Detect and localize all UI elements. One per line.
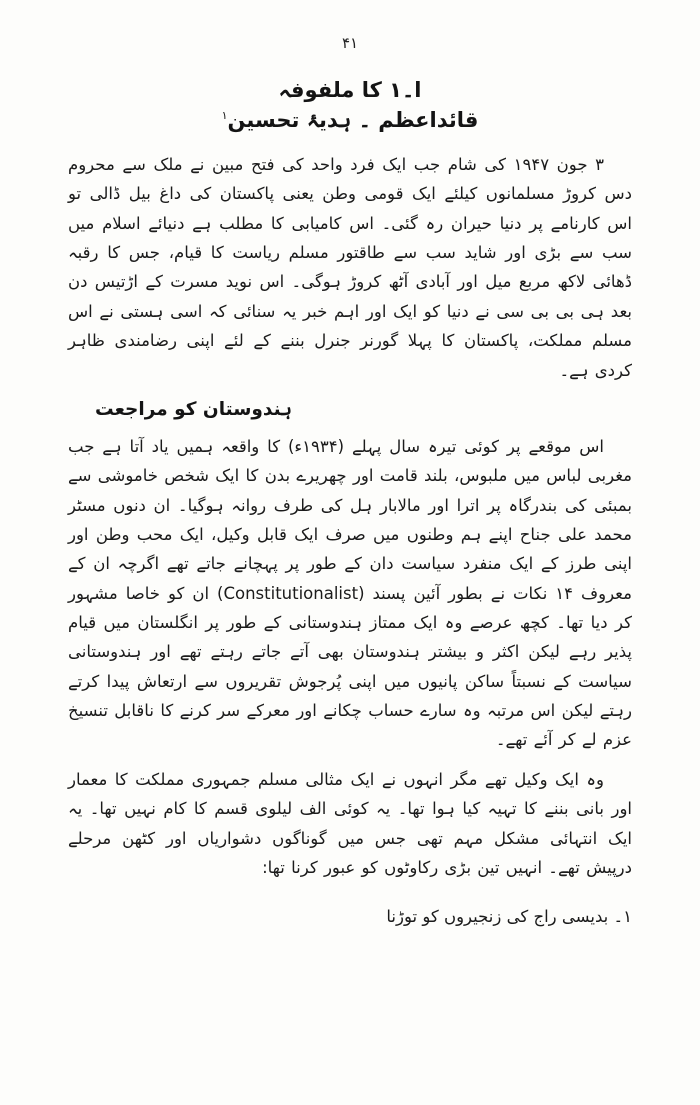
numbered-item-1: ۱۔ بدیسی راج کی زنجیروں کو توڑنا [386, 907, 632, 927]
document-title [68, 108, 632, 132]
paragraph-mission: وہ ایک وکیل تھے مگر انہوں نے ایک مثالی مسلم جمہوری مملکت کا معمار اور بانی بننے کا تہیہ کیا ہوا تھا۔ یہ کوئی الف لیلوی قسم کا کام نہیں تھا۔ یہ ایک انتہائی مشکل مہم تھی جس میں گوناگوں دشواریاں اور کٹھن مرحلے درپیش تھے۔ انہیں تین بڑی رکاوٹوں کو عبور کرنا تھا: [68, 769, 632, 877]
page-number: ۴۱ [341, 34, 359, 52]
chapter-heading: ا۔۱ کا ملفوفہ [278, 78, 422, 102]
section-heading-return-to-india: ہندوستان کو مراجعت [95, 398, 292, 420]
footnote-marker: ۱ [221, 109, 228, 122]
paragraph-jinnah-return: اس موقعے پر کوئی تیرہ سال پہلے (۱۹۳۴ء) کا واقعہ ہمیں یاد آتا ہے جب مغربی لباس میں ملبوس، بلند قامت اور چھریرے بدن کا ایک شخص خاموشی سے بمبئی کی بندرگاہ پر اترا اور مالابار ہل کی طرف روانہ ہوگیا۔ ان دنوں مسٹر محمد علی جناح اپنے ہم وطنوں میں صرف ایک قابل وکیل، ایک محب وطن اور اپنی طرز کے ایک منفرد سیاست دان کے طور پر پہچانے جاتے تھے اگرچہ ان کے معروف ۱۴ نکات نے بطور آئین پسند (Constitutionalist) ان کو خاصا مشہور کر دیا تھا۔ کچھ عرصے وہ ایک ممتاز ہندوستانی کے طور پر انگلستان میں قیام پذیر رہے لیکن اکثر و بیشتر ہندوستان بھی آتے جاتے رہتے تھے اور ہندوستانی سیاست کے نسبتاً ساکن پانیوں میں اپنی پُرجوش تقریروں سے ارتعاش پیدا کرتے رہتے لیکن اس مرتبہ وہ سارے حساب چکانے اور معرکے سر کرنے کا ناقابل تنسیخ عزم لے کر آئے تھے۔ [68, 436, 632, 750]
paragraph-announcement: ۳ جون ۱۹۴۷ کی شام جب ایک فرد واحد کی فتح مبین نے ملک سے محروم دس کروڑ مسلمانوں کیلئے ایک قومی وطن یعنی پاکستان کی داغ بیل ڈالی تو اس کارنامے پر دنیا حیران رہ گئی۔ اس کامیابی کا مطلب ہے دنیائے اسلام میں سب سے بڑی اور شاید سب سے طاقتور مسلم ریاست کا قیام، جس کا رقبہ ڈھائی لاکھ مربع میل اور آبادی آٹھ کروڑ ہوگی۔ اس نوید مسرت کے اڑتیس دن بعد ہی بی بی سی نے دنیا کو ایک اور اہم خبر یہ سنائی کہ اسی ہستی نے اس مسلم مملکت، پاکستان کا پہلا گورنر جنرل بننے کے لئے اپنی رضامندی ظاہر کردی ہے۔ [68, 155, 632, 380]
document-title-text: قائداعظم ۔ ہدیۂ تحسین [227, 108, 479, 132]
